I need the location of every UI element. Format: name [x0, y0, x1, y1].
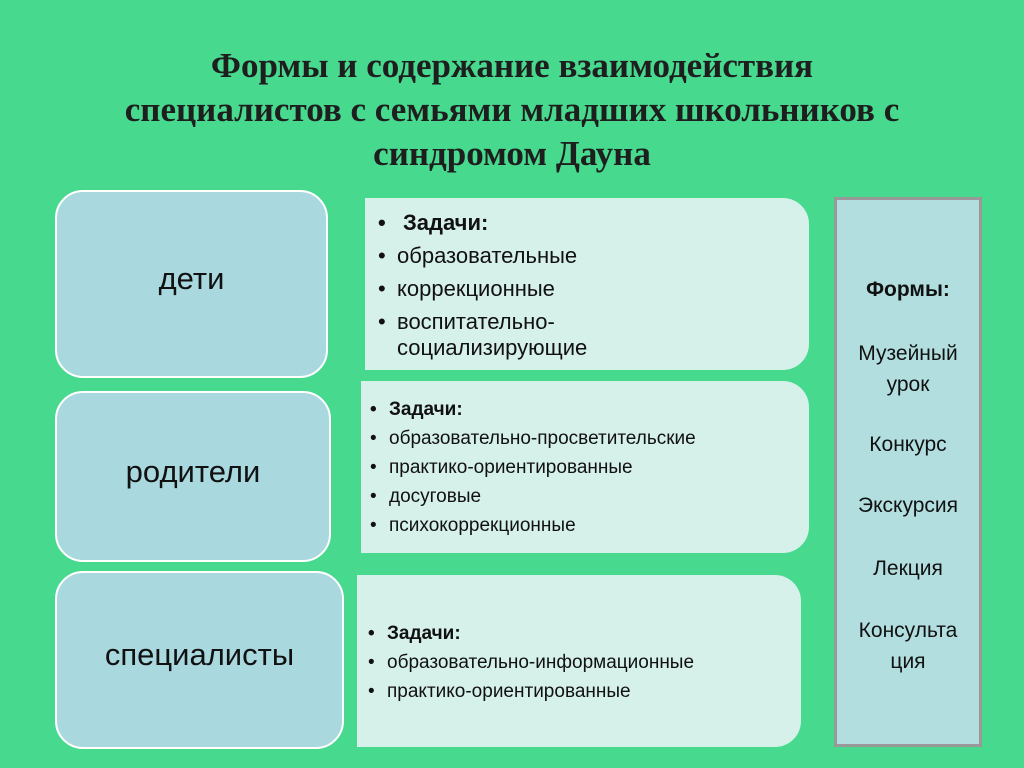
- category-label: дети: [158, 261, 225, 296]
- form-item-museum-lesson: [837, 338, 979, 400]
- task-item: • образовательно-информационные: [367, 648, 694, 677]
- task-item: • образовательные: [377, 239, 587, 272]
- task-item: • образовательно-просветительские: [369, 424, 696, 453]
- tasks-heading: • Задачи:: [369, 395, 696, 424]
- title-line-3: синдромом Дауна: [373, 134, 651, 173]
- form-item-consultation: [837, 615, 979, 677]
- tasks-list: [377, 206, 587, 361]
- tasks-box-specialists: [357, 575, 801, 747]
- tasks-list: [367, 619, 694, 706]
- form-item-line: Консульта: [858, 619, 958, 642]
- category-box-children: [55, 190, 328, 378]
- title-line-1: Формы и содержание взаимодействия: [210, 46, 814, 85]
- category-box-specialists: [55, 571, 344, 749]
- task-item-line: социализирующие: [397, 335, 588, 360]
- tasks-box-children: [365, 198, 809, 370]
- form-item-line: ция: [890, 650, 926, 673]
- page-title: [40, 44, 984, 176]
- task-item: • психокоррекционные: [369, 511, 696, 540]
- category-label: специалисты: [104, 637, 295, 672]
- category-box-parents: [55, 391, 331, 562]
- task-item-line: воспитательно-: [397, 309, 555, 334]
- form-item-line: Музейный: [858, 342, 958, 365]
- task-item: [377, 305, 587, 361]
- forms-heading: Формы:: [866, 278, 950, 301]
- task-item: • коррекционные: [377, 272, 587, 305]
- tasks-box-parents: [361, 381, 809, 553]
- form-item-contest: Конкурс: [869, 433, 947, 456]
- title-line-2: специалистов с семьями младших школьников с: [124, 90, 900, 129]
- task-item: • досуговые: [369, 482, 696, 511]
- task-item: • практико-ориентированные: [369, 453, 696, 482]
- category-label: родители: [125, 453, 261, 489]
- form-item-excursion: Экскурсия: [858, 494, 958, 517]
- forms-panel: [834, 197, 982, 747]
- tasks-list: [369, 395, 696, 540]
- task-item: • практико-ориентированные: [367, 677, 694, 706]
- form-item-line: урок: [886, 373, 930, 396]
- tasks-heading: • Задачи:: [367, 619, 694, 648]
- tasks-heading: • Задачи:: [377, 206, 587, 239]
- form-item-lecture: Лекция: [873, 557, 943, 580]
